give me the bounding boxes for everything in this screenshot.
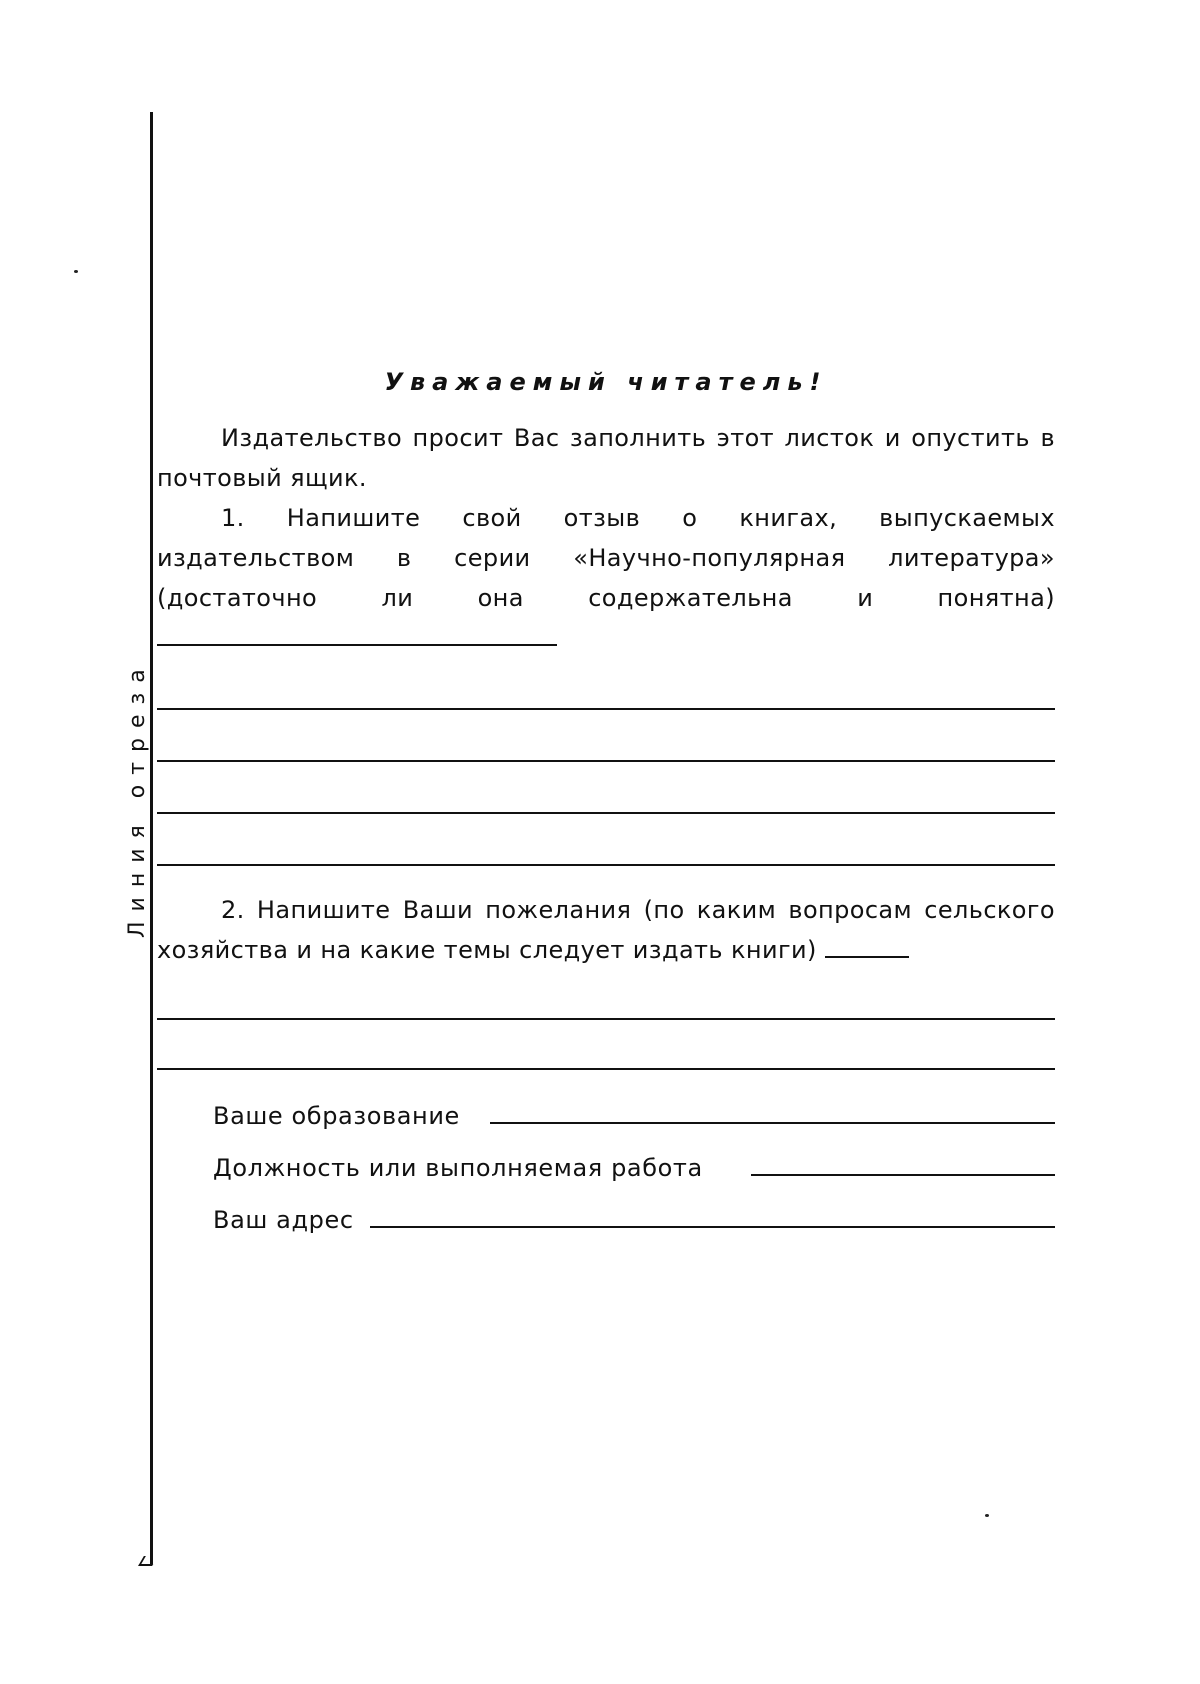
education-input-line[interactable] [490,1118,1055,1124]
reader-feedback-form [157,362,1055,1252]
print-speck [985,1514,989,1517]
print-speck [74,270,78,273]
question-1-text [157,498,1055,658]
address-field [213,1200,1055,1252]
question-1-answer-line[interactable] [157,864,1055,866]
education-label: Ваше образование [213,1096,460,1136]
question-2-answer-line[interactable] [157,1018,1055,1020]
address-input-line[interactable] [370,1222,1055,1228]
question-1-answer-line[interactable] [157,640,557,646]
intro-text: Издательство просит Вас заполнить этот листок и опустить в почтовый ящик. [157,418,1055,498]
question-1-answer-line[interactable] [157,760,1055,762]
cut-line-label: Линия отреза [125,659,150,938]
question-2-label: 2. Напишите Ваши пожелания (по каким вопросам сельского хозяйства и на какие темы следует издать книги) [157,896,1055,964]
address-label: Ваш адрес [213,1200,354,1240]
question-2-text [157,890,1055,970]
cut-line [150,112,153,1564]
question-1-answer-line[interactable] [157,708,1055,710]
question-1-label: 1. Напишите свой отзыв о книгах, выпускаемых издательством в серии «Научно-популярная литература» (достаточно ли она содержательна и понятна) [157,504,1055,612]
position-input-line[interactable] [751,1170,1055,1176]
education-field [213,1096,1055,1148]
cut-line-end-mark [138,1556,158,1566]
question-1-answer-line[interactable] [157,812,1055,814]
form-heading: Уважаемый читатель! [157,362,1055,402]
position-label: Должность или выполняемая работа [213,1148,703,1188]
position-field [213,1148,1055,1200]
question-2-answer-line[interactable] [825,952,909,958]
